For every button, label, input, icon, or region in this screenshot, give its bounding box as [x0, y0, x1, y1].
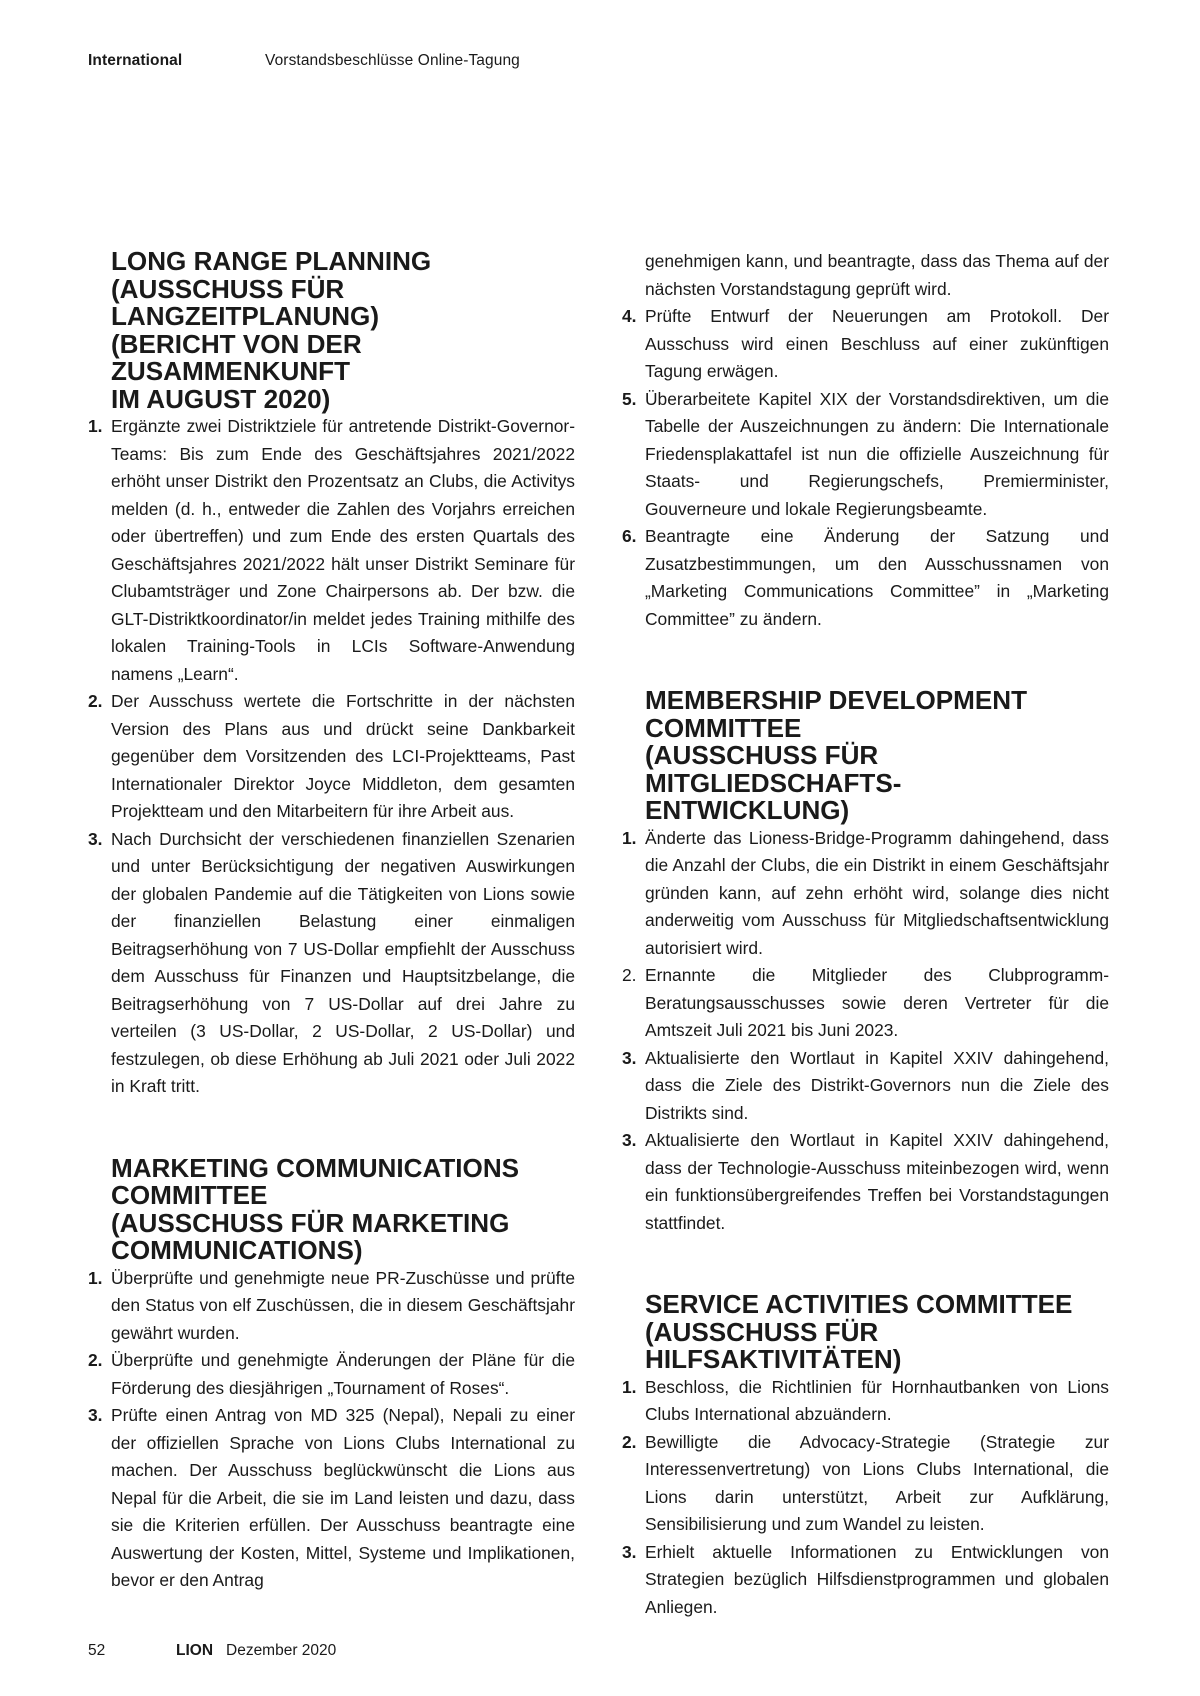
resolution-list [88, 413, 575, 1101]
item-text: Änderte das Lioness-Bridge-Programm dahingehend, dass die Anzahl der Clubs, die ein Distrikt in einem Geschäftsjahr gründen kann, auf zehn erhöht wird, solange dies nicht anderweitig vom Ausschuss für Mitgliedschaftsentwicklung autorisiert wird. [645, 827, 1109, 958]
heading-line: (AUSSCHUSS FÜR LANGZEITPLANUNG) [111, 273, 380, 331]
item-text: Der Ausschuss wertete die Fortschritte in der nächsten Version des Plans aus und drückt seine Dankbarkeit gegenüber dem Vorsitzenden des LCI-Projektteams, Past Internationaler Direktor Joyce Middleton, dem gesamten Projektteam und den Mitarbeitern für ihre Arbeit aus. [111, 691, 575, 821]
item-text: Nach Durchsicht der verschiedenen finanziellen Szenarien und unter Berücksichtigung der negativen Auswirkungen der globalen Pandemie auf die Tätigkeiten von Lions sowie der finanziellen Belastung einer einmaligen Beitragserhöhung von 7 US-Dollar empfiehlt der Ausschuss dem Ausschuss für Finanzen und Hauptsitzbelange, die Beitragserhöhung von 7 US-Dollar auf drei Jahre zu verteilen (3 US-Dollar, 2 US-Dollar, 2 US-Dollar) und festzulegen, ob diese Erhöhung ab Juli 2021 oder Juli 2022 in Kraft tritt. [111, 828, 575, 1096]
item-number: 2. [622, 965, 637, 985]
item-number: 2. [88, 1350, 103, 1370]
item-number: 2. [622, 1431, 637, 1452]
list-item [622, 523, 1109, 633]
item-number: 3. [622, 1047, 637, 1068]
section-heading [88, 248, 575, 413]
list-item [88, 413, 575, 688]
item-number: 1. [622, 827, 637, 848]
item-text: Ernannte die Mitglieder des Clubprogramm-Beratungsausschusses sowie deren Vertreter für die Amtszeit Juli 2021 bis Juni 2023. [645, 965, 1109, 1040]
item-number: 3. [88, 828, 103, 849]
heading-line: (BERICHT VON DER ZUSAMMENKUNFT [111, 328, 362, 386]
item-number: 6. [622, 526, 637, 546]
section-heading [88, 1152, 575, 1265]
left-column [88, 248, 575, 1595]
list-item [622, 962, 1109, 1045]
section-heading [622, 1291, 1109, 1374]
resolution-list [622, 1374, 1109, 1622]
item-number: 3. [88, 1405, 103, 1425]
list-item [622, 1127, 1109, 1237]
heading-line: (AUSSCHUSS FÜR HILFSAKTIVITÄTEN) [645, 1316, 902, 1374]
heading-line: MEMBERSHIP DEVELOPMENT COMMITTEE [645, 685, 1028, 743]
item-text: Überprüfte und genehmigte Änderungen der Pläne für die Förderung des diesjährigen „Tournament of Roses“. [111, 1350, 575, 1398]
list-item [88, 826, 575, 1101]
item-text: Aktualisierte den Wortlaut in Kapitel XXIV dahingehend, dass der Technologie-Ausschuss miteinbezogen wird, wenn ein funktionsübergreifendes Treffen bei Vorstandstagungen stattfindet. [645, 1130, 1109, 1233]
resolution-list [622, 248, 1109, 633]
list-item [622, 386, 1109, 524]
item-text: Aktualisierte den Wortlaut in Kapitel XXIV dahingehend, dass die Ziele des Distrikt-Governors nun die Ziele des Distrikts sind. [645, 1047, 1109, 1123]
heading-line: (AUSSCHUSS FÜR MARKETING [111, 1207, 510, 1238]
item-number: 4. [622, 306, 637, 326]
item-text: Beantragte eine Änderung der Satzung und Zusatzbestimmungen, um den Ausschussnamen von „Marketing Communications Committee” in „Marketing Committee” zu ändern. [645, 526, 1109, 629]
list-item [622, 1374, 1109, 1429]
section-long-range-planning [88, 248, 575, 1101]
item-text: genehmigen kann, und beantragte, dass das Thema auf der nächsten Vorstandstagung geprüft wird. [645, 251, 1109, 299]
item-number: 3. [622, 1541, 637, 1562]
item-text: Beschloss, die Richtlinien für Hornhautbanken von Lions Clubs International abzuändern. [645, 1376, 1109, 1424]
section-marketing-communications-continued [622, 248, 1109, 633]
resolution-list [622, 825, 1109, 1238]
heading-line: MARKETING COMMUNICATIONS COMMITTEE [111, 1152, 520, 1210]
heading-line: (AUSSCHUSS FÜR MITGLIEDSCHAFTS- [645, 740, 902, 798]
item-number: 2. [88, 691, 103, 711]
resolution-list [88, 1265, 575, 1595]
item-number: 3. [622, 1130, 637, 1150]
item-text: Ergänzte zwei Distriktziele für antretende Distrikt-Governor-Teams: Bis zum Ende des Geschäftsjahres 2021/2022 erhöht unser Distrikt den Prozentsatz an Clubs, die Activitys melden (d. h., entweder die Zahlen des Vorjahrs erreichen oder übertreffen) und zum Ende des ersten Quartals des Geschäftsjahres 2021/2022 hält unser Distrikt Seminare für Clubamtsträger und Zone Chairpersons ab. Der bzw. die GLT-Distriktkoordinator/in meldet jedes Training mithilfe des lokalen Training-Tools in LCIs Software-Anwendung namens „Learn“. [111, 416, 575, 684]
right-column [622, 248, 1109, 1621]
item-text: Überprüfte und genehmigte neue PR-Zuschüsse und prüfte den Status von elf Zuschüssen, die in diesem Geschäftsjahr gewährt wurden. [111, 1267, 575, 1343]
section-label: International [88, 52, 183, 69]
heading-line: IM AUGUST 2020) [111, 383, 331, 414]
list-item [88, 1265, 575, 1348]
item-number: 5. [622, 388, 637, 409]
item-number: 1. [622, 1376, 637, 1397]
item-text: Überarbeitete Kapitel XIX der Vorstandsdirektiven, um die Tabelle der Auszeichnungen zu ändern: Die Internationale Friedensplakattafel ist nun die offizielle Auszeichnung für Staats- und Regierungschefs, Premierminister, Gouverneure und lokale Regierungsbeamte. [645, 388, 1109, 519]
list-item [622, 1045, 1109, 1128]
page-number: 52 [88, 1642, 106, 1659]
list-item [622, 1539, 1109, 1622]
issue-date: Dezember 2020 [226, 1642, 337, 1659]
item-text: Bewilligte die Advocacy-Strategie (Strategie zur Interessenvertretung) von Lions Clubs International, die Lions darin unterstützt, Arbeit zur Aufklärung, Sensibilisierung und zum Wandel zu leisten. [645, 1431, 1109, 1534]
heading-line: COMMUNICATIONS) [111, 1235, 363, 1265]
section-heading [622, 687, 1109, 825]
list-item [622, 1429, 1109, 1539]
item-text: Prüfte Entwurf der Neuerungen am Protokoll. Der Ausschuss wird einen Beschluss auf einer zukünftigen Tagung erwägen. [645, 306, 1109, 381]
heading-line: LONG RANGE PLANNING [111, 246, 432, 276]
heading-line: SERVICE ACTIVITIES COMMITTEE [645, 1289, 1073, 1319]
section-marketing-communications [88, 1152, 575, 1595]
list-item [622, 303, 1109, 386]
magazine-name: LION [176, 1642, 214, 1659]
item-number: 1. [88, 1267, 103, 1288]
section-membership-development [622, 687, 1109, 1237]
item-text: Erhielt aktuelle Informationen zu Entwicklungen von Strategien bezüglich Hilfsdienstprogrammen und globalen Anliegen. [645, 1541, 1109, 1617]
item-text: Prüfte einen Antrag von MD 325 (Nepal), Nepali zu einer der offiziellen Sprache von Lions Clubs International zu machen. Der Ausschuss beglückwünscht die Lions aus Nepal für die Arbeit, die sie im Land leisten und dazu, dass sie die Kriterien erfüllen. Der Ausschuss beantragte eine Auswertung der Kosten, Mittel, Systeme und Implikationen, bevor er den Antrag [111, 1405, 575, 1590]
topic-label: Vorstandsbeschlüsse Online-Tagung [265, 52, 520, 69]
heading-line: ENTWICKLUNG) [645, 795, 850, 825]
list-item [88, 1402, 575, 1595]
list-item [88, 688, 575, 826]
section-service-activities [622, 1291, 1109, 1621]
continuation-text [622, 248, 1109, 303]
list-item [622, 825, 1109, 963]
item-number: 1. [88, 416, 103, 436]
list-item [88, 1347, 575, 1402]
